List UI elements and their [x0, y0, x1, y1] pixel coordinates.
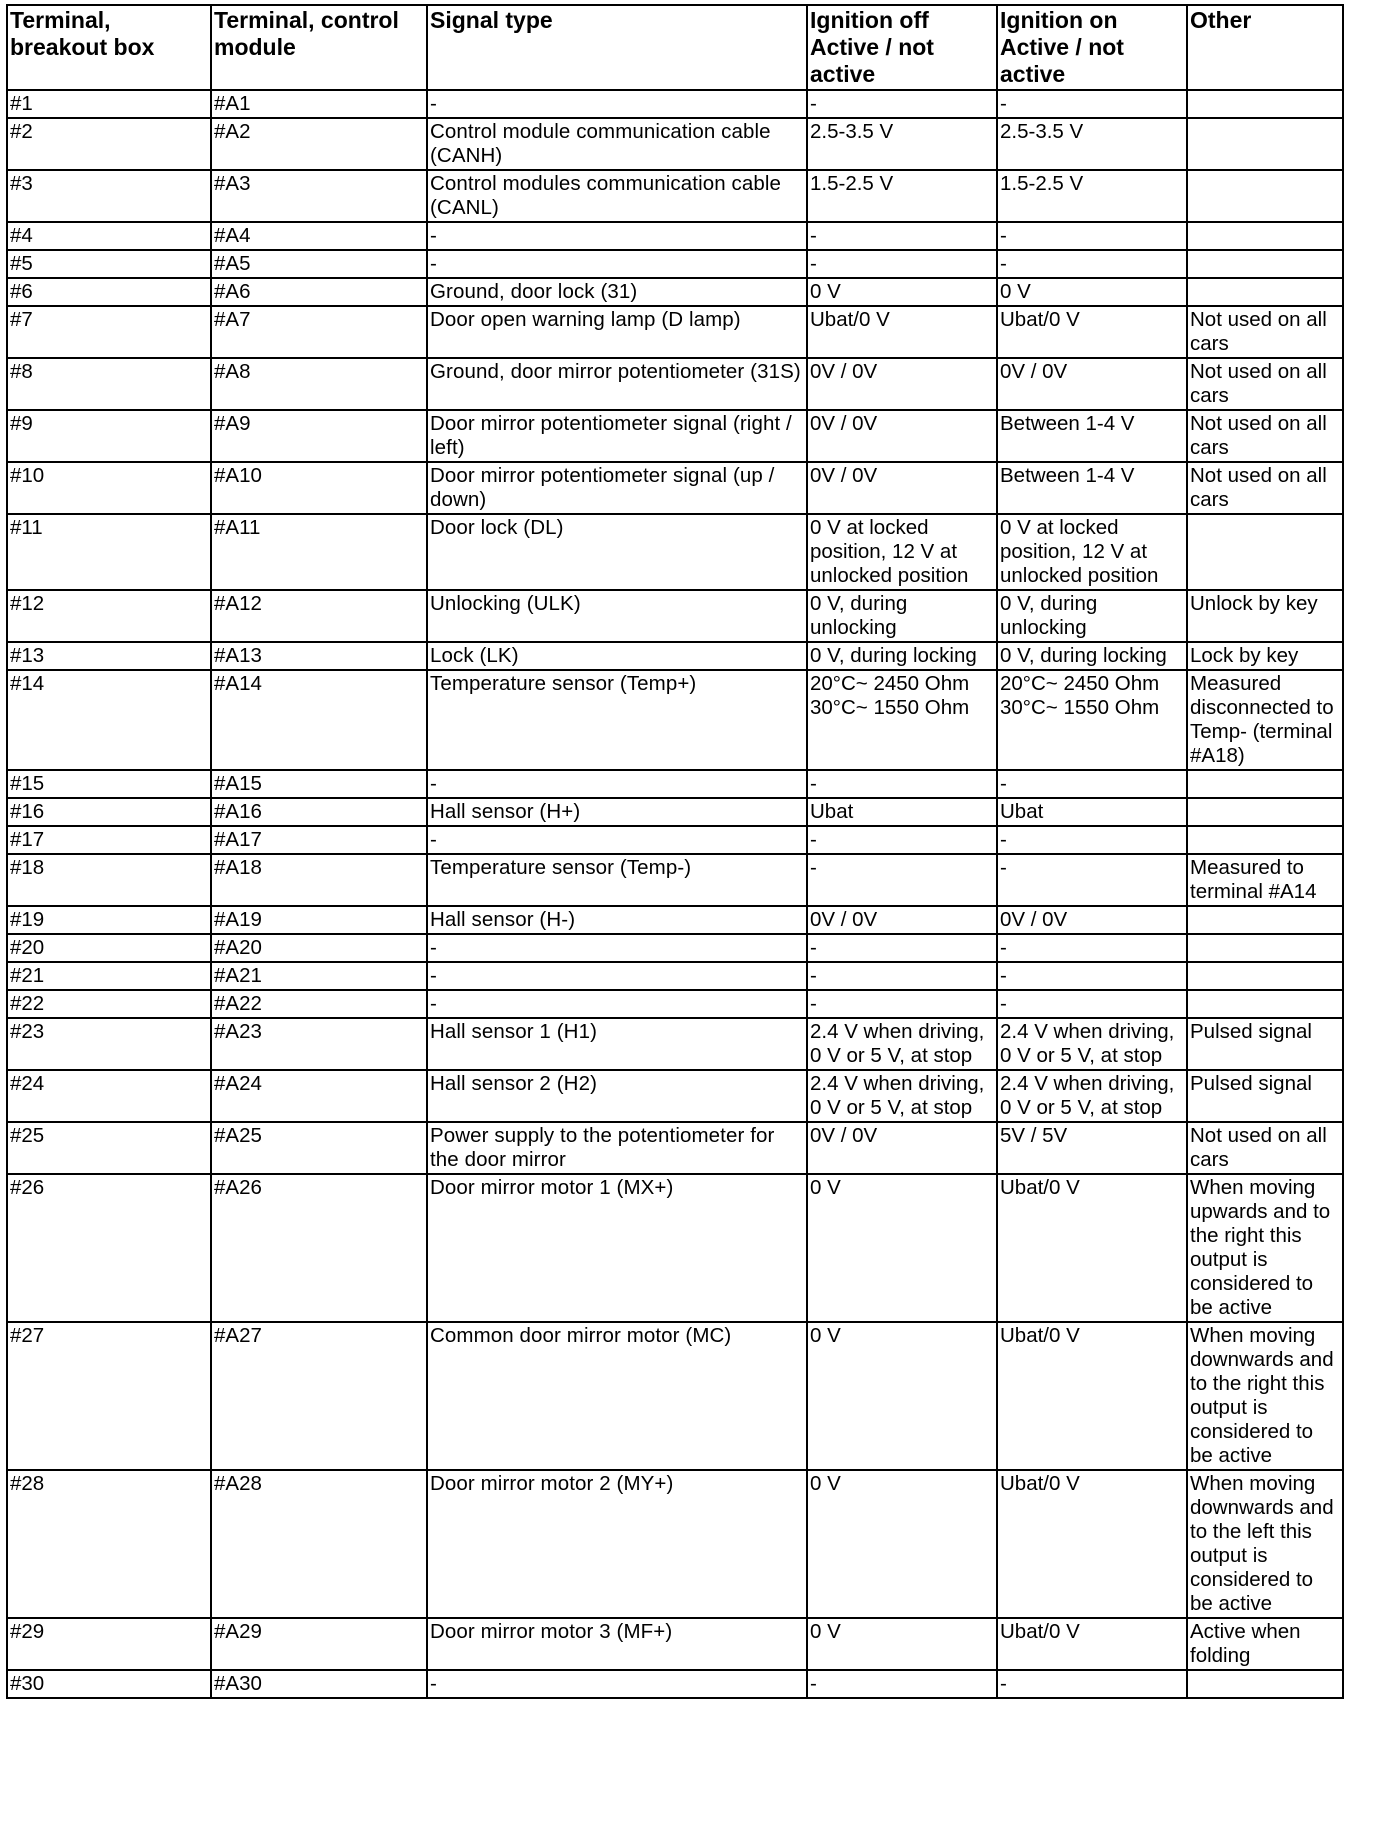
cell-terminal-breakout-box: #23: [7, 1018, 211, 1070]
cell-ignition-on: 0V / 0V: [997, 906, 1187, 934]
cell-terminal-control-module: #A25: [211, 1122, 427, 1174]
cell-ignition-on: Ubat/0 V: [997, 1322, 1187, 1470]
cell-signal-type: Unlocking (ULK): [427, 590, 807, 642]
cell-terminal-control-module: #A30: [211, 1670, 427, 1698]
header-other: Other: [1187, 5, 1343, 90]
cell-other: [1187, 826, 1343, 854]
cell-ignition-on: Ubat: [997, 798, 1187, 826]
table-row: [7, 410, 1343, 462]
cell-terminal-breakout-box: #7: [7, 306, 211, 358]
table-row: [7, 1618, 1343, 1670]
table-row: [7, 118, 1343, 170]
cell-other: Not used on all cars: [1187, 1122, 1343, 1174]
table-row: [7, 934, 1343, 962]
cell-signal-type: Door mirror motor 1 (MX+): [427, 1174, 807, 1322]
cell-ignition-off: 20°C~ 2450 Ohm 30°C~ 1550 Ohm: [807, 670, 997, 770]
cell-ignition-off: 0V / 0V: [807, 462, 997, 514]
cell-ignition-off: 0V / 0V: [807, 358, 997, 410]
cell-other: Not used on all cars: [1187, 306, 1343, 358]
cell-ignition-off: 0V / 0V: [807, 906, 997, 934]
cell-ignition-on: 2.4 V when driving, 0 V or 5 V, at stop: [997, 1018, 1187, 1070]
cell-terminal-control-module: #A26: [211, 1174, 427, 1322]
cell-signal-type: -: [427, 934, 807, 962]
cell-signal-type: Hall sensor (H+): [427, 798, 807, 826]
cell-ignition-on: Between 1-4 V: [997, 462, 1187, 514]
cell-other: [1187, 222, 1343, 250]
cell-terminal-breakout-box: #6: [7, 278, 211, 306]
table-row: [7, 670, 1343, 770]
cell-terminal-control-module: #A27: [211, 1322, 427, 1470]
cell-terminal-breakout-box: #14: [7, 670, 211, 770]
table-row: [7, 462, 1343, 514]
cell-terminal-control-module: #A15: [211, 770, 427, 798]
cell-ignition-off: 0V / 0V: [807, 410, 997, 462]
cell-terminal-control-module: #A1: [211, 90, 427, 118]
header-signal-type: Signal type: [427, 5, 807, 90]
cell-ignition-off: 0 V: [807, 1470, 997, 1618]
cell-signal-type: Door mirror motor 3 (MF+): [427, 1618, 807, 1670]
cell-ignition-off: Ubat/0 V: [807, 306, 997, 358]
cell-terminal-breakout-box: #8: [7, 358, 211, 410]
table-row: [7, 1018, 1343, 1070]
cell-ignition-on: Ubat/0 V: [997, 1470, 1187, 1618]
cell-ignition-off: -: [807, 222, 997, 250]
cell-signal-type: Hall sensor (H-): [427, 906, 807, 934]
cell-signal-type: Common door mirror motor (MC): [427, 1322, 807, 1470]
cell-ignition-off: -: [807, 854, 997, 906]
cell-terminal-control-module: #A23: [211, 1018, 427, 1070]
cell-other: [1187, 278, 1343, 306]
cell-ignition-on: -: [997, 770, 1187, 798]
cell-ignition-off: 0 V at locked position, 12 V at unlocked position: [807, 514, 997, 590]
table-row: [7, 514, 1343, 590]
cell-terminal-control-module: #A16: [211, 798, 427, 826]
cell-terminal-breakout-box: #2: [7, 118, 211, 170]
table-row: [7, 826, 1343, 854]
table-row: [7, 278, 1343, 306]
cell-terminal-breakout-box: #24: [7, 1070, 211, 1122]
cell-ignition-on: 0V / 0V: [997, 358, 1187, 410]
cell-other: [1187, 514, 1343, 590]
table-row: [7, 906, 1343, 934]
cell-ignition-on: -: [997, 90, 1187, 118]
cell-ignition-on: -: [997, 250, 1187, 278]
cell-terminal-breakout-box: #5: [7, 250, 211, 278]
cell-signal-type: Hall sensor 2 (H2): [427, 1070, 807, 1122]
table-row: [7, 1670, 1343, 1698]
cell-ignition-on: Between 1-4 V: [997, 410, 1187, 462]
table-row: [7, 358, 1343, 410]
cell-ignition-on: Ubat/0 V: [997, 306, 1187, 358]
cell-terminal-breakout-box: #30: [7, 1670, 211, 1698]
cell-terminal-breakout-box: #15: [7, 770, 211, 798]
cell-signal-type: Door mirror motor 2 (MY+): [427, 1470, 807, 1618]
cell-signal-type: Door lock (DL): [427, 514, 807, 590]
cell-other: [1187, 906, 1343, 934]
cell-ignition-on: -: [997, 1670, 1187, 1698]
cell-signal-type: -: [427, 222, 807, 250]
table-row: [7, 1174, 1343, 1322]
cell-ignition-on: 2.4 V when driving, 0 V or 5 V, at stop: [997, 1070, 1187, 1122]
cell-terminal-breakout-box: #11: [7, 514, 211, 590]
cell-terminal-control-module: #A17: [211, 826, 427, 854]
cell-signal-type: Control module communication cable (CANH): [427, 118, 807, 170]
cell-terminal-breakout-box: #9: [7, 410, 211, 462]
table-row: [7, 1322, 1343, 1470]
table-body: [7, 90, 1343, 1698]
cell-other: [1187, 990, 1343, 1018]
cell-ignition-off: 0 V, during locking: [807, 642, 997, 670]
cell-ignition-off: -: [807, 250, 997, 278]
cell-signal-type: -: [427, 1670, 807, 1698]
table-row: [7, 1122, 1343, 1174]
cell-terminal-control-module: #A5: [211, 250, 427, 278]
header-ignition-off: Ignition off Active / not active: [807, 5, 997, 90]
cell-signal-type: Door mirror potentiometer signal (right / left): [427, 410, 807, 462]
cell-terminal-breakout-box: #16: [7, 798, 211, 826]
cell-terminal-breakout-box: #13: [7, 642, 211, 670]
terminal-table-container: [6, 4, 1344, 1699]
cell-signal-type: -: [427, 826, 807, 854]
cell-other: [1187, 250, 1343, 278]
cell-signal-type: Door open warning lamp (D lamp): [427, 306, 807, 358]
cell-signal-type: Hall sensor 1 (H1): [427, 1018, 807, 1070]
cell-terminal-control-module: #A18: [211, 854, 427, 906]
cell-ignition-off: 0 V: [807, 278, 997, 306]
cell-ignition-off: 0 V: [807, 1174, 997, 1322]
cell-other: [1187, 1670, 1343, 1698]
cell-ignition-on: -: [997, 934, 1187, 962]
cell-signal-type: Power supply to the potentiometer for the door mirror: [427, 1122, 807, 1174]
cell-terminal-breakout-box: #22: [7, 990, 211, 1018]
cell-terminal-control-module: #A22: [211, 990, 427, 1018]
header-terminal-breakout-box: Terminal, breakout box: [7, 5, 211, 90]
table-row: [7, 90, 1343, 118]
cell-ignition-off: -: [807, 770, 997, 798]
cell-signal-type: -: [427, 90, 807, 118]
cell-signal-type: Temperature sensor (Temp+): [427, 670, 807, 770]
cell-other: Not used on all cars: [1187, 410, 1343, 462]
header-row: [7, 5, 1343, 90]
cell-other: [1187, 770, 1343, 798]
cell-ignition-off: 2.4 V when driving, 0 V or 5 V, at stop: [807, 1070, 997, 1122]
cell-other: [1187, 170, 1343, 222]
table-row: [7, 990, 1343, 1018]
table-row: [7, 306, 1343, 358]
cell-ignition-on: Ubat/0 V: [997, 1174, 1187, 1322]
cell-terminal-breakout-box: #19: [7, 906, 211, 934]
cell-terminal-control-module: #A19: [211, 906, 427, 934]
cell-terminal-breakout-box: #28: [7, 1470, 211, 1618]
cell-ignition-off: 2.5-3.5 V: [807, 118, 997, 170]
cell-terminal-control-module: #A28: [211, 1470, 427, 1618]
cell-other: [1187, 90, 1343, 118]
cell-ignition-on: Ubat/0 V: [997, 1618, 1187, 1670]
cell-terminal-control-module: #A6: [211, 278, 427, 306]
cell-terminal-control-module: #A4: [211, 222, 427, 250]
table-row: [7, 642, 1343, 670]
cell-signal-type: -: [427, 770, 807, 798]
cell-other: Pulsed signal: [1187, 1070, 1343, 1122]
cell-signal-type: Control modules communication cable (CANL): [427, 170, 807, 222]
cell-other: Lock by key: [1187, 642, 1343, 670]
cell-ignition-off: 0 V, during unlocking: [807, 590, 997, 642]
cell-other: Measured disconnected to Temp- (terminal #A18): [1187, 670, 1343, 770]
table-row: [7, 770, 1343, 798]
cell-other: Not used on all cars: [1187, 358, 1343, 410]
cell-other: Pulsed signal: [1187, 1018, 1343, 1070]
table-row: [7, 222, 1343, 250]
cell-terminal-control-module: #A3: [211, 170, 427, 222]
cell-other: [1187, 798, 1343, 826]
cell-ignition-off: 2.4 V when driving, 0 V or 5 V, at stop: [807, 1018, 997, 1070]
cell-terminal-control-module: #A7: [211, 306, 427, 358]
cell-other: Unlock by key: [1187, 590, 1343, 642]
cell-other: Measured to terminal #A14: [1187, 854, 1343, 906]
cell-terminal-breakout-box: #12: [7, 590, 211, 642]
header-ignition-on: Ignition on Active / not active: [997, 5, 1187, 90]
cell-terminal-breakout-box: #26: [7, 1174, 211, 1322]
cell-other: Not used on all cars: [1187, 462, 1343, 514]
table-row: [7, 170, 1343, 222]
cell-other: When moving upwards and to the right this output is considered to be active: [1187, 1174, 1343, 1322]
cell-ignition-off: 0V / 0V: [807, 1122, 997, 1174]
cell-other: [1187, 118, 1343, 170]
cell-terminal-breakout-box: #1: [7, 90, 211, 118]
cell-terminal-breakout-box: #3: [7, 170, 211, 222]
cell-signal-type: Lock (LK): [427, 642, 807, 670]
cell-ignition-off: -: [807, 934, 997, 962]
cell-ignition-off: 0 V: [807, 1618, 997, 1670]
cell-terminal-control-module: #A21: [211, 962, 427, 990]
cell-signal-type: Door mirror potentiometer signal (up / down): [427, 462, 807, 514]
cell-terminal-breakout-box: #4: [7, 222, 211, 250]
cell-other: [1187, 934, 1343, 962]
cell-other: When moving downwards and to the left this output is considered to be active: [1187, 1470, 1343, 1618]
cell-ignition-off: 1.5-2.5 V: [807, 170, 997, 222]
cell-terminal-breakout-box: #18: [7, 854, 211, 906]
cell-signal-type: -: [427, 990, 807, 1018]
cell-ignition-on: 0 V: [997, 278, 1187, 306]
cell-signal-type: Ground, door mirror potentiometer (31S): [427, 358, 807, 410]
cell-signal-type: -: [427, 962, 807, 990]
cell-other: Active when folding: [1187, 1618, 1343, 1670]
cell-terminal-control-module: #A2: [211, 118, 427, 170]
cell-ignition-on: 20°C~ 2450 Ohm 30°C~ 1550 Ohm: [997, 670, 1187, 770]
cell-terminal-control-module: #A29: [211, 1618, 427, 1670]
cell-terminal-breakout-box: #27: [7, 1322, 211, 1470]
cell-terminal-control-module: #A9: [211, 410, 427, 462]
cell-terminal-control-module: #A8: [211, 358, 427, 410]
cell-terminal-breakout-box: #25: [7, 1122, 211, 1174]
cell-signal-type: Ground, door lock (31): [427, 278, 807, 306]
cell-terminal-control-module: #A12: [211, 590, 427, 642]
terminal-table: [6, 4, 1344, 1699]
cell-ignition-on: -: [997, 222, 1187, 250]
cell-ignition-off: -: [807, 90, 997, 118]
cell-ignition-off: -: [807, 1670, 997, 1698]
cell-ignition-on: 1.5-2.5 V: [997, 170, 1187, 222]
cell-ignition-off: Ubat: [807, 798, 997, 826]
cell-ignition-on: -: [997, 990, 1187, 1018]
cell-ignition-on: -: [997, 826, 1187, 854]
cell-terminal-control-module: #A13: [211, 642, 427, 670]
cell-terminal-control-module: #A24: [211, 1070, 427, 1122]
cell-terminal-breakout-box: #29: [7, 1618, 211, 1670]
cell-terminal-breakout-box: #20: [7, 934, 211, 962]
table-row: [7, 1070, 1343, 1122]
table-row: [7, 590, 1343, 642]
cell-ignition-off: -: [807, 990, 997, 1018]
cell-ignition-on: 0 V, during locking: [997, 642, 1187, 670]
header-terminal-control-module: Terminal, control module: [211, 5, 427, 90]
cell-ignition-on: -: [997, 854, 1187, 906]
cell-terminal-control-module: #A11: [211, 514, 427, 590]
cell-signal-type: -: [427, 250, 807, 278]
cell-ignition-on: 0 V at locked position, 12 V at unlocked position: [997, 514, 1187, 590]
cell-ignition-on: 5V / 5V: [997, 1122, 1187, 1174]
table-row: [7, 854, 1343, 906]
cell-other: When moving downwards and to the right this output is considered to be active: [1187, 1322, 1343, 1470]
cell-terminal-breakout-box: #17: [7, 826, 211, 854]
cell-terminal-control-module: #A10: [211, 462, 427, 514]
cell-other: [1187, 962, 1343, 990]
table-row: [7, 250, 1343, 278]
cell-terminal-control-module: #A20: [211, 934, 427, 962]
cell-ignition-off: -: [807, 962, 997, 990]
cell-ignition-off: -: [807, 826, 997, 854]
cell-terminal-breakout-box: #10: [7, 462, 211, 514]
cell-terminal-breakout-box: #21: [7, 962, 211, 990]
table-row: [7, 962, 1343, 990]
cell-signal-type: Temperature sensor (Temp-): [427, 854, 807, 906]
cell-ignition-on: 2.5-3.5 V: [997, 118, 1187, 170]
cell-ignition-on: -: [997, 962, 1187, 990]
cell-terminal-control-module: #A14: [211, 670, 427, 770]
table-row: [7, 1470, 1343, 1618]
table-row: [7, 798, 1343, 826]
cell-ignition-on: 0 V, during unlocking: [997, 590, 1187, 642]
cell-ignition-off: 0 V: [807, 1322, 997, 1470]
